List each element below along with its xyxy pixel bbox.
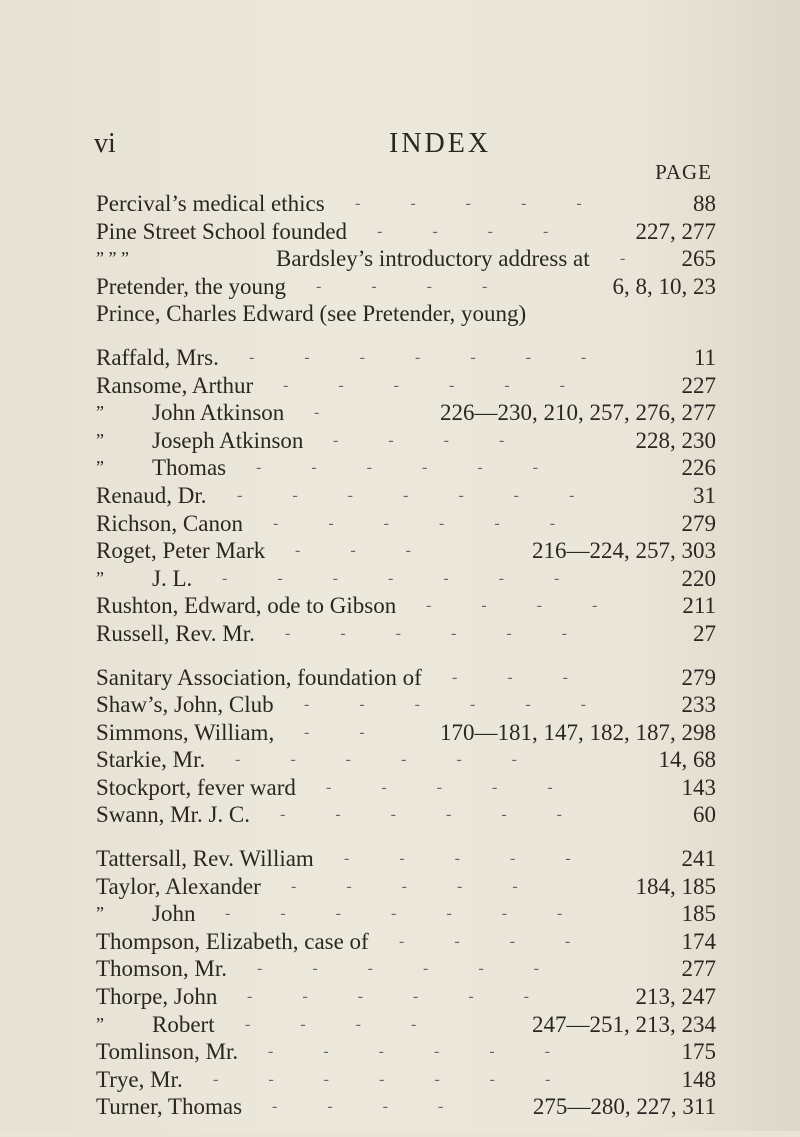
page-references: 185 xyxy=(681,901,716,927)
page-references: 88 xyxy=(693,191,716,216)
page-references: 226 xyxy=(681,455,716,481)
index-letter-group xyxy=(96,845,716,1121)
index-entry xyxy=(96,873,716,901)
leader-dashes: ----- xyxy=(355,195,632,212)
index-term: Shaw’s, John, Club xyxy=(96,692,274,718)
page-references: 184, 185 xyxy=(635,873,716,899)
leader-dashes: ---- xyxy=(377,222,599,240)
index-term: Roget, Peter Mark xyxy=(96,538,266,564)
ditto-mark: ” xyxy=(96,567,104,588)
index-entry xyxy=(96,372,716,400)
page-references: 265 xyxy=(681,246,716,272)
index-term: Tomlinson, Mr. xyxy=(96,1039,239,1065)
ditto-mark: ” xyxy=(96,457,104,478)
index-term: Pretender, the young xyxy=(96,273,287,299)
page-references: 277 xyxy=(681,956,716,982)
index-entry xyxy=(96,592,716,620)
page-references: 233 xyxy=(681,692,716,718)
page-header xyxy=(94,128,714,168)
ditto-mark: ” xyxy=(96,429,104,450)
index-entry xyxy=(96,664,716,692)
ditto-mark: ” xyxy=(96,1013,104,1034)
page-references: 27 xyxy=(693,620,716,646)
index-term: Percival’s medical ethics xyxy=(96,191,325,216)
page-references: 143 xyxy=(681,774,716,800)
leader-dashes: --- xyxy=(452,668,618,686)
index-entry xyxy=(96,537,716,565)
page-references: 148 xyxy=(681,1066,716,1092)
page-references: 213, 247 xyxy=(635,984,716,1010)
index-term: Pine Street School founded xyxy=(96,218,348,244)
index-term: Richson, Canon xyxy=(96,510,243,536)
page-references: 275—280, 227, 311 xyxy=(532,1094,716,1120)
index-term: Rushton, Edward, ode to Gibson xyxy=(96,593,397,619)
index-term: Starkie, Mr. xyxy=(96,747,206,773)
index-term: Bardsley’s introductory address at xyxy=(276,246,590,272)
page-title: INDEX xyxy=(389,128,492,159)
page-references: 241 xyxy=(681,846,716,872)
page-references: 174 xyxy=(681,928,716,954)
index-entry xyxy=(96,218,716,246)
page-references: 170—181, 147, 182, 187, 298 xyxy=(440,719,716,745)
index-letter-group xyxy=(96,190,716,328)
page-references: 247—251, 213, 234 xyxy=(532,1011,716,1037)
index-term: Stockport, fever ward xyxy=(96,774,296,800)
leader-dashes: ---- xyxy=(333,431,555,449)
index-entry xyxy=(96,801,716,829)
leader-dashes: - xyxy=(620,250,676,268)
index-entry xyxy=(96,454,716,482)
index-entry xyxy=(96,510,716,538)
index-entries xyxy=(96,190,716,1137)
index-entry xyxy=(96,746,716,774)
page-references: 60 xyxy=(693,802,716,828)
index-term: Thomson, Mr. xyxy=(96,956,227,982)
index-entry xyxy=(96,774,716,802)
leader-dashes: ------- xyxy=(213,1070,601,1088)
page-number: vi xyxy=(94,128,116,159)
index-entry xyxy=(96,399,716,427)
leader-dashes: ------ xyxy=(268,1043,600,1061)
leader-dashes: -- xyxy=(304,723,415,741)
leader-dashes: ------ xyxy=(256,459,588,477)
page-references: 6, 8, 10, 23 xyxy=(612,273,716,299)
index-entry xyxy=(96,719,716,747)
leader-dashes: ------ xyxy=(280,806,612,824)
leader-dashes: ------ xyxy=(273,514,605,532)
leader-dashes: --- xyxy=(295,542,461,560)
index-term: Sanitary Association, foundation of xyxy=(96,664,422,690)
index-term: Swann, Mr. J. C. xyxy=(96,802,250,828)
page-references: 211 xyxy=(682,593,716,619)
page-references: 11 xyxy=(693,344,716,370)
index-term: Taylor, Alexander xyxy=(96,873,261,899)
index-term: Raffald, Mrs. xyxy=(96,344,219,370)
index-term: Prince, Charles Edward (see Pretender, young) xyxy=(96,301,527,327)
leader-dashes: - xyxy=(314,404,370,422)
index-term: Thompson, Elizabeth, case of xyxy=(96,928,369,954)
page-references: 175 xyxy=(681,1039,716,1065)
leader-dashes: ------ xyxy=(285,624,617,642)
index-entry xyxy=(96,1038,716,1066)
index-entry xyxy=(96,427,716,455)
index-term: Simmons, William, xyxy=(96,719,275,745)
index-term: John xyxy=(152,901,196,927)
index-entry xyxy=(96,300,716,328)
page-references: 220 xyxy=(681,565,716,591)
leader-dashes: ----- xyxy=(291,877,568,895)
index-term: Russell, Rev. Mr. xyxy=(96,620,255,646)
page-references: 227 xyxy=(681,372,716,398)
page-references: 279 xyxy=(681,510,716,536)
index-term: Robert xyxy=(152,1011,215,1037)
index-entry xyxy=(96,983,716,1011)
page-references: 14, 68 xyxy=(658,747,716,773)
leader-dashes: ------ xyxy=(283,376,615,394)
page-references: 228, 230 xyxy=(635,427,716,453)
index-term: John Atkinson xyxy=(152,400,285,426)
index-entry xyxy=(96,344,716,372)
index-entry xyxy=(96,245,716,273)
ditto-mark: ” xyxy=(96,402,104,423)
leader-dashes: ---- xyxy=(245,1015,467,1033)
leader-dashes: ------- xyxy=(237,486,625,504)
leader-dashes: ---- xyxy=(316,277,538,295)
index-entry xyxy=(96,691,716,719)
index-term: Trye, Mr. xyxy=(96,1066,183,1092)
leader-dashes: ---- xyxy=(426,597,648,615)
index-term: Tattersall, Rev. William xyxy=(96,846,314,872)
page-references: 279 xyxy=(681,664,716,690)
index-term: Joseph Atkinson xyxy=(152,427,304,453)
page-references: 227, 277 xyxy=(635,218,716,244)
index-entry xyxy=(96,565,716,593)
index-entry xyxy=(96,1093,716,1121)
index-entry xyxy=(96,1066,716,1094)
leader-dashes: ------ xyxy=(247,988,579,1006)
index-term: Thorpe, John xyxy=(96,984,218,1010)
index-term: Thomas xyxy=(152,455,227,481)
page-references: 31 xyxy=(693,482,716,508)
index-entry xyxy=(96,928,716,956)
index-term: Turner, Thomas xyxy=(96,1094,243,1120)
ditto-mark: ” xyxy=(96,903,104,924)
index-term: Renaud, Dr. xyxy=(96,482,207,508)
leader-dashes: ------- xyxy=(225,905,613,923)
ditto-mark: ” ” ” xyxy=(96,248,129,269)
page-column-label: PAGE xyxy=(655,160,712,184)
index-entry xyxy=(96,1011,716,1039)
index-entry xyxy=(96,845,716,873)
index-entry xyxy=(96,482,716,510)
leader-dashes: ------ xyxy=(257,960,589,978)
index-letter-group xyxy=(96,664,716,830)
leader-dashes: ----- xyxy=(344,850,621,868)
leader-dashes: ---- xyxy=(272,1098,494,1116)
index-entry xyxy=(96,190,716,218)
leader-dashes: ------- xyxy=(249,348,637,366)
index-entry xyxy=(96,955,716,983)
leader-dashes: ------ xyxy=(235,751,567,769)
page-references: 226—230, 210, 257, 276, 277 xyxy=(440,400,716,426)
leader-dashes: ----- xyxy=(326,778,603,796)
index-term: Ransome, Arthur xyxy=(96,372,254,398)
leader-dashes: ------- xyxy=(222,569,610,587)
index-entry xyxy=(96,273,716,301)
leader-dashes: ------ xyxy=(304,696,636,714)
index-letter-group xyxy=(96,344,716,648)
index-entry xyxy=(96,620,716,648)
page-references: 216—224, 257, 303 xyxy=(532,538,716,564)
leader-dashes: ---- xyxy=(399,932,621,950)
index-term: J. L. xyxy=(152,565,193,591)
index-entry xyxy=(96,900,716,928)
